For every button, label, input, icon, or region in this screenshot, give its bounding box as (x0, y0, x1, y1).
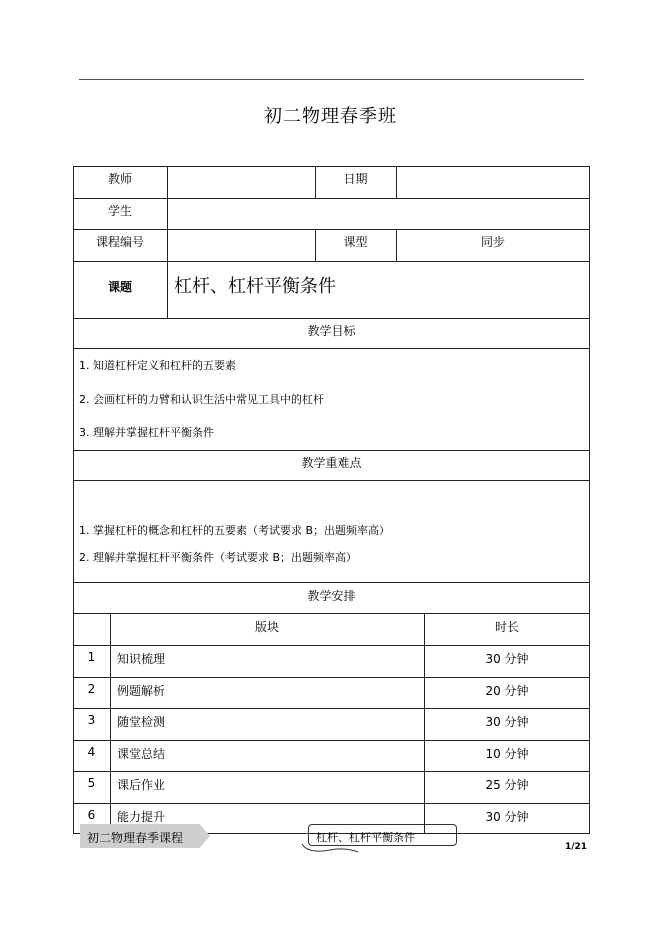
row-number: 3 (87, 713, 96, 727)
footer-course-name: 初二物理春季课程 (87, 831, 184, 845)
row-divider (73, 480, 590, 481)
row-divider (73, 450, 590, 451)
page-title: 初二物理春季班 (264, 106, 397, 127)
row-divider (73, 229, 590, 230)
row-divider (73, 613, 590, 614)
goals-header: 教学目标 (307, 324, 356, 338)
key-points-header: 教学重难点 (301, 456, 362, 470)
key-point-item: 1. 掌握杠杆的概念和杠杆的五要素（考试要求 B；出题频率高） (79, 524, 391, 537)
course-code-label: 课程编号 (95, 235, 144, 249)
module-name: 能力提升 (117, 810, 166, 824)
row-number: 6 (87, 808, 96, 822)
row-divider (73, 261, 590, 262)
row-divider (73, 803, 590, 804)
row-number: 2 (87, 682, 96, 696)
row-number: 5 (87, 776, 96, 790)
module-duration: 30 分钟 (485, 715, 529, 729)
topic-value: 杠杆、杠杆平衡条件 (174, 276, 336, 297)
module-column-header: 版块 (254, 620, 279, 634)
row-divider (73, 677, 590, 678)
row-divider (73, 645, 590, 646)
date-label: 日期 (343, 172, 368, 186)
module-name: 例题解析 (117, 684, 166, 698)
row-divider (73, 771, 590, 772)
module-duration: 30 分钟 (485, 810, 529, 824)
lesson-table (73, 166, 590, 834)
row-divider (73, 348, 590, 349)
goal-item: 2. 会画杠杆的力臂和认识生活中常见工具中的杠杆 (79, 393, 324, 406)
page-number: 1/21 (565, 842, 588, 852)
col-divider (167, 166, 168, 318)
schedule-header: 教学安排 (307, 589, 356, 603)
module-duration: 30 分钟 (485, 652, 529, 666)
row-divider (73, 708, 590, 709)
module-duration: 20 分钟 (485, 684, 529, 698)
module-duration: 10 分钟 (485, 747, 529, 761)
course-type-value: 同步 (480, 235, 505, 249)
module-name: 课后作业 (117, 778, 166, 792)
teacher-label: 教师 (107, 172, 132, 186)
row-number: 1 (87, 650, 96, 664)
footer-topic: 杠杆、杠杆平衡条件 (316, 831, 415, 844)
col-divider (396, 166, 397, 198)
module-name: 随堂检测 (117, 715, 166, 729)
row-divider (73, 318, 590, 319)
student-label: 学生 (107, 204, 132, 218)
row-divider (73, 198, 590, 199)
header-rule (79, 79, 584, 80)
course-type-label: 课型 (343, 235, 368, 249)
footer-swoosh-icon (300, 842, 360, 856)
module-name: 课堂总结 (117, 747, 166, 761)
goal-item: 3. 理解并掌握杠杆平衡条件 (79, 426, 214, 439)
goal-item: 1. 知道杠杆定义和杠杆的五要素 (79, 359, 236, 372)
module-name: 知识梳理 (117, 652, 166, 666)
key-point-item: 2. 理解并掌握杠杆平衡条件（考试要求 B；出题频率高） (79, 551, 358, 564)
topic-label: 课题 (107, 280, 132, 294)
row-divider (73, 582, 590, 583)
col-divider (110, 613, 111, 834)
module-duration: 25 分钟 (485, 778, 529, 792)
duration-column-header: 时长 (494, 620, 519, 634)
row-divider (73, 740, 590, 741)
row-number: 4 (87, 745, 96, 759)
